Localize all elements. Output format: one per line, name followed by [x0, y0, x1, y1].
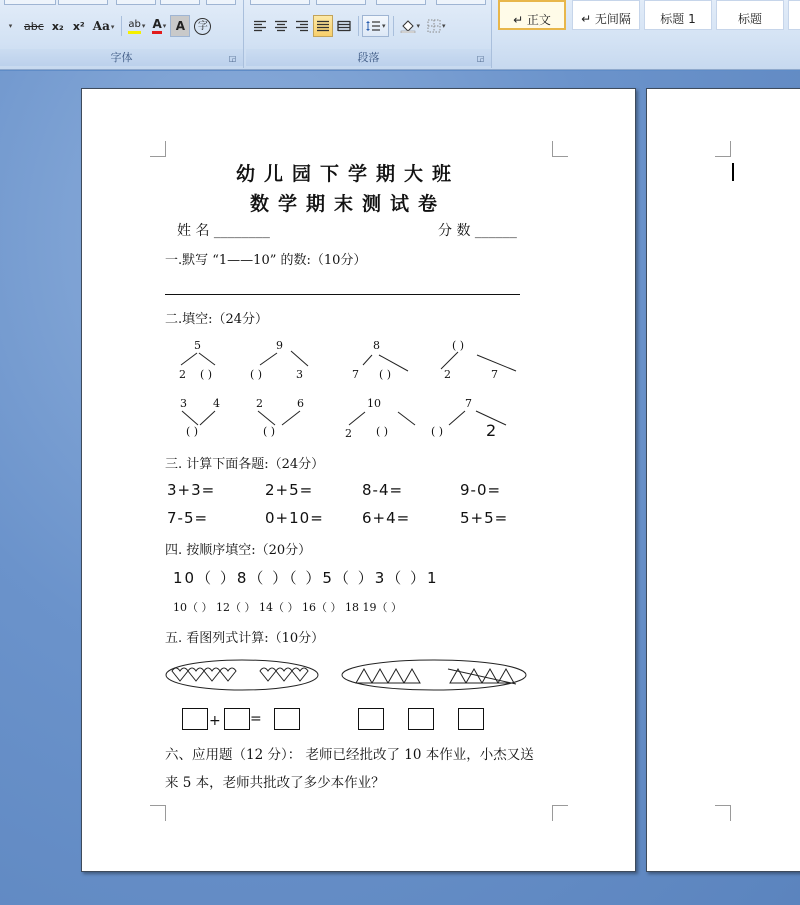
question-1: 一.默写 “1——10” 的数:（10分） [165, 253, 367, 268]
tree-3-left: 7 [352, 368, 359, 381]
numbering-stub[interactable] [316, 0, 366, 5]
font-name-box-stub[interactable] [4, 0, 56, 5]
highlight-icon: ab [128, 19, 140, 34]
line-spacing-button[interactable]: ▾ [362, 15, 389, 37]
grow-font-stub[interactable] [116, 0, 156, 5]
change-case-button[interactable]: Aa ▾ [92, 19, 115, 33]
question-6-line-1: 六、应用题（12 分）： 老师已经批改了 10 本作业，小杰又送 [165, 747, 534, 763]
tree-5-b: 4 [213, 397, 220, 410]
score-field: 分 数 ______ [438, 223, 517, 239]
shading-button[interactable]: ▾ [397, 15, 424, 37]
tree-4-left: 2 [444, 368, 451, 381]
align-right-icon [295, 20, 309, 32]
font-color-button[interactable]: A ▾ [149, 15, 169, 37]
character-shading-button[interactable]: A [170, 15, 190, 37]
calc-2-1: 7-5= [167, 509, 209, 527]
align-center-button[interactable] [271, 15, 291, 37]
tree-2-right: 3 [296, 368, 303, 381]
sort-stub[interactable] [436, 0, 486, 5]
text-cursor [732, 163, 734, 181]
tree-8-right: 2 [486, 421, 497, 440]
tree-3-top: 8 [373, 339, 380, 352]
font-size-box-stub[interactable] [58, 0, 108, 5]
paragraph-dialog-launcher-icon[interactable]: ◲ [476, 54, 485, 63]
indent-stub[interactable] [376, 0, 426, 5]
answer-box-6 [458, 708, 484, 730]
tree-7-top: 10 [367, 397, 381, 410]
justify-button[interactable] [313, 15, 333, 37]
font-color-icon: A [152, 18, 161, 34]
plus-sign: + [209, 713, 222, 729]
tree-5-a: 3 [180, 397, 187, 410]
question-6-line-2: 来 5 本，老师共批改了多少本作业？ [165, 775, 385, 791]
calc-1-1: 3+3= [167, 481, 216, 499]
title-line-2: 数学期末测试卷 [250, 193, 447, 215]
font-dialog-launcher-icon[interactable]: ◲ [228, 54, 237, 63]
distributed-icon [337, 20, 351, 32]
borders-icon [427, 19, 441, 33]
style-title[interactable]: 标题 [716, 0, 784, 30]
paint-bucket-icon [400, 19, 416, 33]
equals-sign: = [250, 711, 263, 727]
document-page-1[interactable] [81, 88, 636, 872]
ribbon [0, 0, 800, 70]
tree-4-top: ( ) [452, 339, 465, 352]
margin-corner [715, 141, 731, 157]
tree-7-left: 2 [345, 427, 352, 440]
answer-box-4 [358, 708, 384, 730]
question-4: 四. 按顺序填空:（20分） [165, 543, 312, 558]
font-group [0, 0, 244, 68]
divider [358, 16, 359, 36]
answer-box-3 [274, 708, 300, 730]
align-center-icon [274, 20, 288, 32]
tree-5-bottom: ( ) [186, 425, 199, 438]
name-field: 姓 名 ________ [177, 223, 270, 239]
tree-8-left: ( ) [431, 425, 444, 438]
paragraph-group-label: 段落 [246, 49, 491, 66]
align-left-button[interactable] [250, 15, 270, 37]
superscript-button[interactable]: x² [72, 19, 85, 33]
question-2: 二.填空:（24分） [165, 312, 269, 327]
style-no-spacing[interactable]: ↵ 无间隔 [572, 0, 640, 30]
tree-1-left: 2 [179, 368, 186, 381]
divider [121, 16, 122, 36]
divider [393, 16, 394, 36]
tree-6-bottom: ( ) [263, 425, 276, 438]
calc-1-3: 8-4= [362, 481, 404, 499]
paragraph-group [246, 0, 492, 68]
style-more[interactable] [788, 0, 800, 30]
highlight-button[interactable]: ab ▾ [125, 15, 148, 37]
more-font-dropdown[interactable]: ▾ [8, 22, 13, 30]
calc-2-3: 6+4= [362, 509, 411, 527]
tree-4-right: 7 [491, 368, 498, 381]
line-spacing-icon [365, 20, 381, 32]
shrink-font-stub[interactable] [160, 0, 200, 5]
borders-button[interactable]: ▾ [424, 15, 449, 37]
sequence-2: 10（ ） 12（ ） 14（ ） 16（ ） 18 19（ ） [173, 601, 402, 614]
clear-format-stub[interactable] [206, 0, 236, 5]
answer-box-2 [224, 708, 250, 730]
tree-7-right: ( ) [376, 425, 389, 438]
calc-2-4: 5+5= [460, 509, 509, 527]
align-left-icon [253, 20, 267, 32]
font-group-label: 字体 [0, 49, 243, 66]
strikethrough-button[interactable]: abc [24, 19, 44, 33]
distributed-button[interactable] [334, 15, 354, 37]
calc-1-4: 9-0= [460, 481, 502, 499]
align-right-button[interactable] [292, 15, 312, 37]
calc-1-2: 2+5= [265, 481, 314, 499]
tree-2-left: ( ) [250, 368, 263, 381]
bullets-stub[interactable] [250, 0, 310, 5]
title-line-1: 幼儿园下学期大班 [236, 163, 461, 185]
styles-group [494, 0, 800, 68]
tree-1-top: 5 [194, 339, 201, 352]
answer-box-5 [408, 708, 434, 730]
document-page-2[interactable] [646, 88, 800, 872]
tree-6-b: 6 [297, 397, 304, 410]
tree-8-top: 7 [465, 397, 472, 410]
change-case-label: Aa [92, 19, 110, 33]
tree-6-a: 2 [256, 397, 263, 410]
tree-2-top: 9 [276, 339, 283, 352]
style-normal[interactable]: ↵ 正文 [498, 0, 566, 30]
enclose-characters-button[interactable] [191, 15, 214, 37]
margin-corner [715, 805, 731, 821]
tree-3-right: ( ) [379, 368, 392, 381]
calc-2-2: 0+10= [265, 509, 324, 527]
justify-icon [316, 20, 330, 32]
tree-1-right: ( ) [200, 368, 213, 381]
question-3: 三. 计算下面各题:（24分） [165, 457, 325, 472]
subscript-button[interactable]: x₂ [51, 19, 64, 33]
question-5: 五. 看图列式计算:（10分） [165, 631, 325, 646]
style-heading-1[interactable]: 标题 1 [644, 0, 712, 30]
sequence-1: 10（ ）8（ ）（ ）5（ ）3（ ）1 [173, 569, 439, 587]
answer-box-1 [182, 708, 208, 730]
enclose-icon: 字 [194, 18, 211, 35]
